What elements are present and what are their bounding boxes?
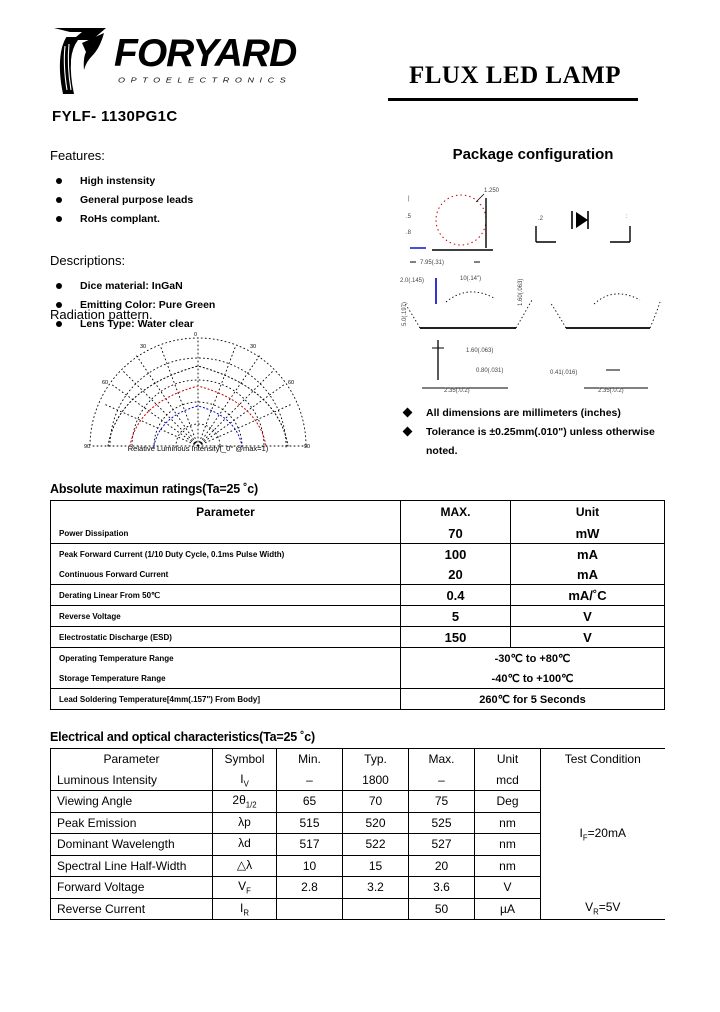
table-row [51, 501, 665, 524]
table-row [51, 544, 665, 565]
dimension-label: 1.60(.063) [466, 348, 494, 354]
cell-max: 50 [409, 898, 475, 920]
dimension-label: 2.35(.0.2) [598, 388, 624, 394]
table-row [51, 749, 665, 770]
cell-unit: mA [511, 544, 665, 565]
table-row [51, 689, 665, 710]
cell-typ: 1800 [343, 770, 409, 791]
cell-max: 20 [409, 855, 475, 877]
feature-label: RoHs complant. [80, 213, 160, 225]
feature-label: High instensity [80, 175, 156, 187]
list-item [50, 172, 193, 191]
feature-label: General purpose leads [80, 194, 194, 206]
bullet-icon [56, 283, 62, 289]
cell-max: 20 [401, 564, 511, 585]
cell-max: 3.6 [409, 877, 475, 899]
cell-max: 525 [409, 812, 475, 834]
cell-parameter: Spectral Line Half-Width [51, 855, 213, 877]
dimension-label: 7.95(.31) [420, 260, 445, 266]
bullet-icon [56, 178, 62, 184]
package-drawing [398, 180, 670, 395]
cell-parameter: Power Dissipation [51, 523, 401, 544]
test-condition-label: $I_F=20mA$ [579, 825, 626, 842]
absolute-maximum-ratings-table [50, 500, 665, 710]
cell-symbol: λd [213, 834, 277, 856]
cell-test-condition [541, 770, 665, 899]
test-condition-label: $V_R=5V$ [585, 900, 621, 917]
svg-text:0: 0 [194, 332, 198, 338]
svg-text:90: 90 [304, 444, 311, 450]
company-logo [52, 26, 352, 104]
cell-max: 527 [409, 834, 475, 856]
cell-parameter: Peak Emission [51, 812, 213, 834]
column-header-symbol: Symbol [213, 749, 277, 770]
cell-unit: V [475, 877, 541, 899]
foryard-logo-icon [52, 26, 108, 96]
note-label: All dimensions are millimeters (inches) [426, 407, 621, 419]
cell-max: 100 [401, 544, 511, 565]
cell-max: – [409, 770, 475, 791]
table-row [51, 564, 665, 585]
dimension-label: .8 [406, 230, 412, 236]
cell-symbol: △λ [213, 855, 277, 877]
cell-unit: Deg [475, 791, 541, 813]
svg-text:30: 30 [140, 344, 147, 350]
cell-min [277, 898, 343, 920]
dimension-label: .2 [538, 216, 544, 222]
svg-text:90: 90 [84, 444, 91, 450]
cell-symbol: $I_R$ [213, 898, 277, 920]
descriptions-heading: Descriptions: [50, 253, 126, 268]
features-list [50, 172, 193, 229]
cell-value-span: -30℃ to +80℃ [401, 648, 665, 669]
column-header-unit: Unit [475, 749, 541, 770]
cell-value-span: -40℃ to +100℃ [401, 668, 665, 689]
page-header [0, 18, 720, 110]
column-header-max: Max. [409, 749, 475, 770]
column-header-min: Min. [277, 749, 343, 770]
table-row [51, 770, 665, 791]
cell-typ: 3.2 [343, 877, 409, 899]
cell-min: – [277, 770, 343, 791]
svg-text:60: 60 [288, 380, 295, 386]
cell-max: 5 [401, 606, 511, 627]
dimension-label: 2.0(.145) [400, 278, 425, 284]
dimension-label: 0.41(.016) [550, 370, 578, 376]
cell-parameter: Viewing Angle [51, 791, 213, 813]
cell-min: 65 [277, 791, 343, 813]
cell-parameter: Reverse Current [51, 898, 213, 920]
cell-max: 0.4 [401, 585, 511, 606]
cell-value-span: 260℃ for 5 Seconds [401, 689, 665, 710]
description-label: Dice material: InGaN [80, 280, 183, 292]
cell-typ: 522 [343, 834, 409, 856]
table-row [51, 523, 665, 544]
package-notes [398, 404, 674, 461]
list-item [50, 210, 193, 229]
column-header-parameter: Parameter [51, 501, 401, 524]
cell-unit: nm [475, 834, 541, 856]
cell-parameter: Operating Temperature Range [51, 648, 401, 669]
polar-axis-labels [84, 332, 310, 450]
dimension-label: 1.250 [484, 188, 500, 194]
cell-parameter: Derating Linear From 50℃ [51, 585, 401, 606]
cell-unit: V [511, 606, 665, 627]
cell-min: 515 [277, 812, 343, 834]
package-configuration-title: Package configuration [452, 146, 614, 163]
dimension-label: 5.0(.197) [402, 301, 408, 326]
table-row [51, 668, 665, 689]
absolute-max-ratings-heading: Absolute maximun ratings(Ta=25 ˚c) [50, 482, 258, 496]
table-row [51, 606, 665, 627]
cell-parameter: Luminous Intensity [51, 770, 213, 791]
dimension-label: .5 [406, 214, 412, 220]
cell-min: 2.8 [277, 877, 343, 899]
table-row [51, 648, 665, 669]
cell-parameter: Continuous Forward Current [51, 564, 401, 585]
radiation-pattern-heading: Radiation pattern. [50, 307, 153, 322]
cell-unit: mA/˚C [511, 585, 665, 606]
cell-unit: nm [475, 812, 541, 834]
column-header-max: MAX. [401, 501, 511, 524]
electrical-characteristics-heading: Electrical and optical characteristics(Ta=25 ˚c) [50, 730, 315, 744]
brand-subtitle: OPTOELECTRONICS [118, 76, 292, 84]
list-item [50, 277, 215, 296]
package-rear-view [550, 294, 660, 394]
cell-symbol: $2\theta_{1/2}$ [213, 791, 277, 813]
cell-unit: mW [511, 523, 665, 544]
cell-symbol: $I_V$ [213, 770, 277, 791]
description-label: Emitting Color: Pure Green [80, 299, 216, 311]
column-header-parameter: Parameter [51, 749, 213, 770]
svg-text:30: 30 [250, 344, 257, 350]
cell-parameter: Reverse Voltage [51, 606, 401, 627]
list-item [398, 404, 674, 423]
package-top-view [406, 188, 500, 250]
dimension-label: 1.60(.063) [518, 278, 524, 306]
page-title: FLUX LED LAMP [408, 62, 622, 89]
dimension-label: 10(.14") [460, 276, 482, 282]
radiation-pattern-chart [78, 322, 318, 464]
cell-unit: µA [475, 898, 541, 920]
cell-parameter: Storage Temperature Range [51, 668, 401, 689]
cell-parameter: Forward Voltage [51, 877, 213, 899]
cell-parameter: Electrostatic Discharge (ESD) [51, 627, 401, 648]
diamond-bullet-icon [403, 408, 413, 418]
cell-symbol: $V_F$ [213, 877, 277, 899]
cell-min: 517 [277, 834, 343, 856]
dimension-label: 2.35(.0.2) [444, 388, 470, 394]
column-header-test-condition: Test Condition [541, 749, 665, 770]
page-title-underline [388, 98, 638, 101]
cell-typ: 520 [343, 812, 409, 834]
cell-parameter: Peak Forward Current (1/10 Duty Cycle, 0.1ms Pulse Width) [51, 544, 401, 565]
cell-min: 10 [277, 855, 343, 877]
brand-name: FORYARD [114, 32, 297, 75]
column-header-unit: Unit [511, 501, 665, 524]
features-heading: Features: [50, 148, 105, 163]
electrical-optical-characteristics-table [50, 748, 665, 920]
table-row [51, 585, 665, 606]
note-label: Tolerance is ±0.25mm(.010") unless otherwise noted. [426, 426, 655, 457]
description-label: Lens Type: Water clear [80, 318, 194, 330]
cell-unit: mA [511, 564, 665, 585]
cell-typ [343, 898, 409, 920]
cell-max: 70 [401, 523, 511, 544]
bullet-icon [56, 216, 62, 222]
cell-max: 75 [409, 791, 475, 813]
diamond-bullet-icon [403, 427, 413, 437]
table-row [51, 627, 665, 648]
cell-max: 150 [401, 627, 511, 648]
cell-symbol: λp [213, 812, 277, 834]
list-item [50, 191, 193, 210]
cell-parameter: Lead Soldering Temperature[4mm(.157") From Body] [51, 689, 401, 710]
dimension-label: : [626, 214, 628, 220]
bullet-icon [56, 197, 62, 203]
dimension-label: 0.80(.031) [476, 368, 504, 374]
cell-unit: nm [475, 855, 541, 877]
cell-unit: mcd [475, 770, 541, 791]
column-header-typ: Typ. [343, 749, 409, 770]
table-row [51, 898, 665, 920]
list-item [398, 423, 674, 461]
radiation-pattern-caption: Relative Luminous Intensity(_0° @max=1) [127, 444, 269, 453]
part-number: FYLF- 1130PG1C [52, 108, 178, 125]
svg-text:60: 60 [102, 380, 109, 386]
cell-test-condition [541, 898, 665, 920]
package-polarity-view [536, 211, 630, 242]
cell-parameter: Dominant Wavelength [51, 834, 213, 856]
cell-typ: 15 [343, 855, 409, 877]
package-front-view [400, 260, 532, 394]
cell-typ: 70 [343, 791, 409, 813]
cell-unit: V [511, 627, 665, 648]
dimension-label: | [408, 196, 410, 202]
